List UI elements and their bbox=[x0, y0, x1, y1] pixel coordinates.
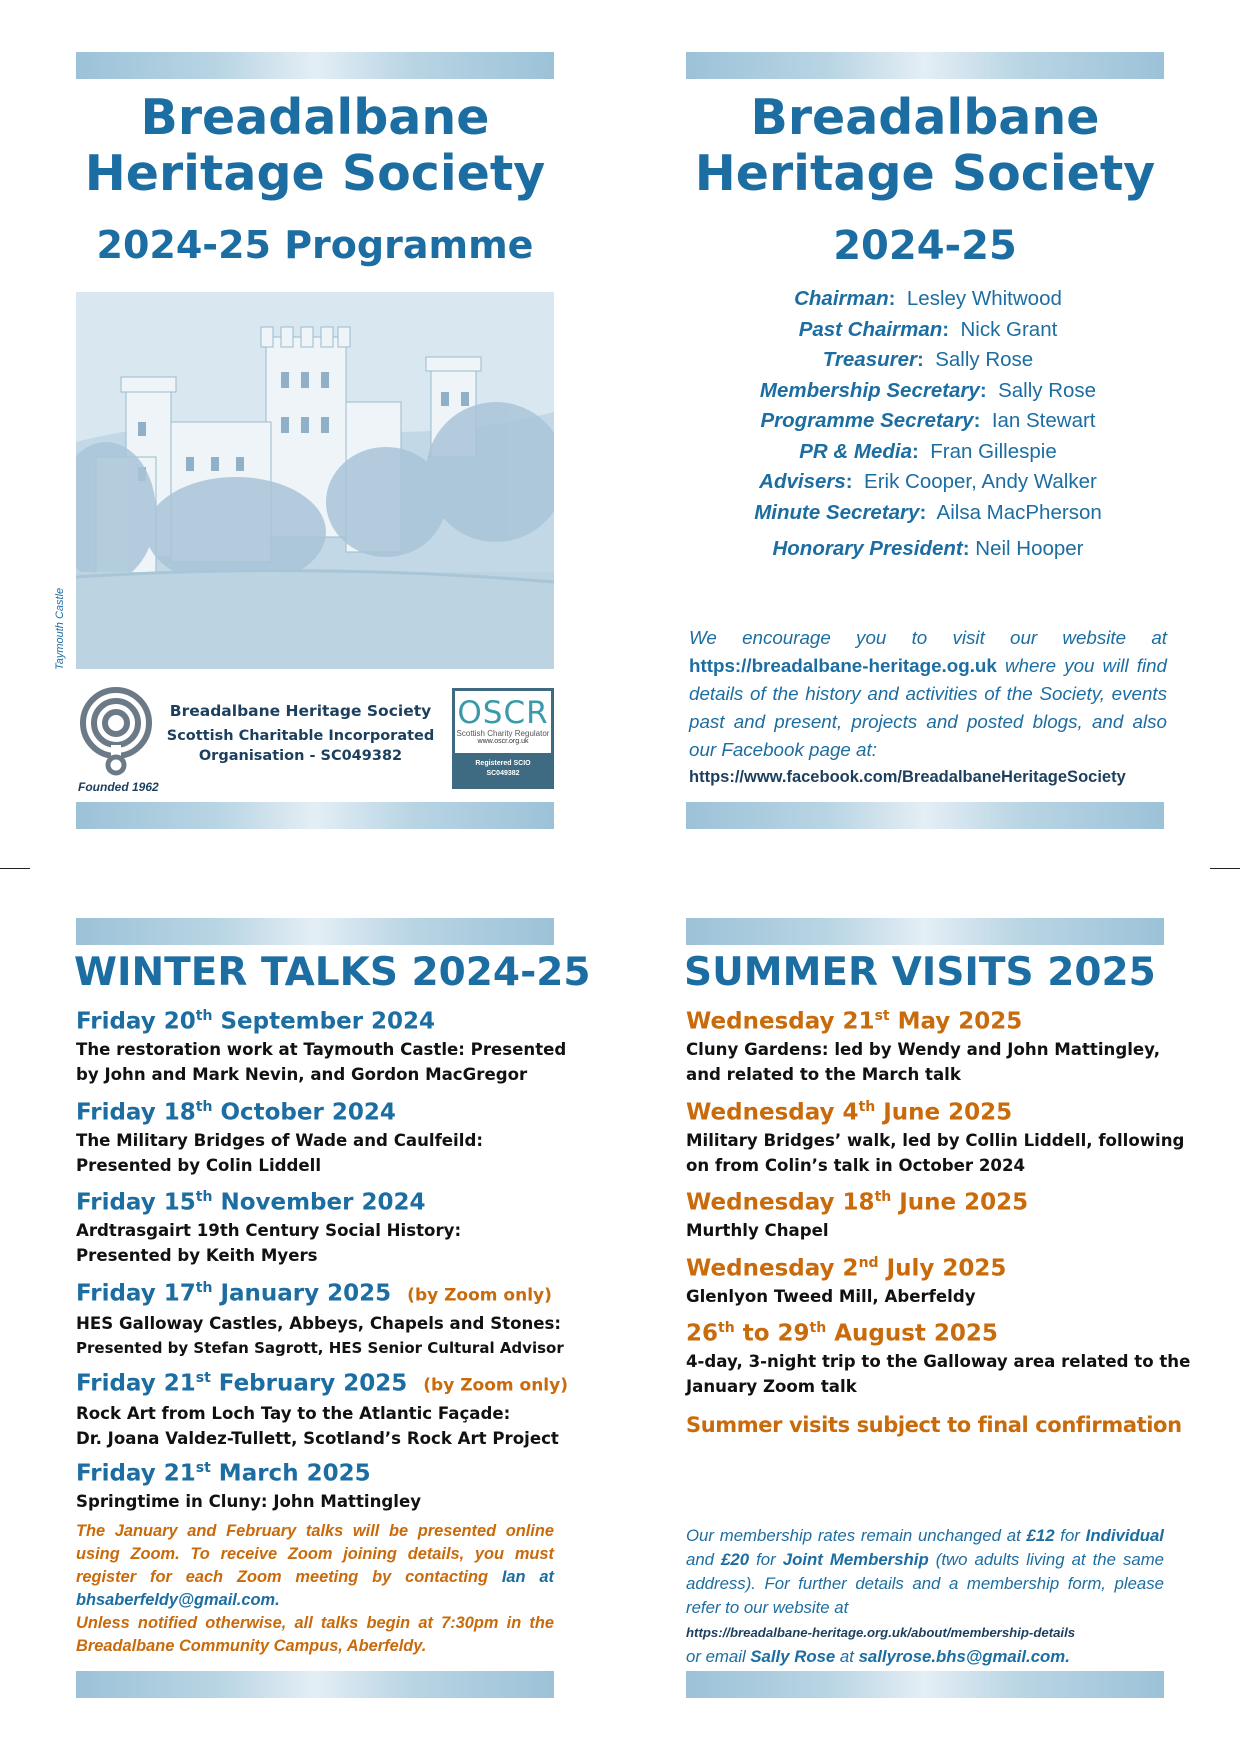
event-description: The restoration work at Taymouth Castle: Presented bbox=[76, 1039, 567, 1059]
officer-row: Membership Secretary: Sally Rose bbox=[759, 378, 1097, 402]
individual-label: Individual bbox=[1085, 1526, 1164, 1545]
officer-row: Minute Secretary: Ailsa MacPherson bbox=[754, 500, 1102, 524]
charity-type: Scottish Charitable Incorporated bbox=[166, 728, 435, 744]
decorative-bar bbox=[76, 1671, 554, 1698]
society-logo bbox=[78, 685, 154, 777]
contact-name: Ian at bbox=[501, 1568, 554, 1586]
website-intro: We encourage you to visit our website at bbox=[689, 627, 1167, 648]
officer-row: Chairman: Lesley Whitwood bbox=[794, 287, 1062, 310]
membership-paragraph: Our membership rates remain unchanged at £12 for Individual and £20 for Joint Membership (two adults living at the same address). For further details and a membership form, please refer to our website at https://breadalbane-heritage.org.uk/about/membership-details or email Sally Rose at sallyrose.bhs@gmail.com. bbox=[686, 1526, 1165, 1666]
page-title bbox=[66, 90, 564, 202]
officer-name: Lesley Whitwood bbox=[906, 287, 1062, 310]
officer-name: Sally Rose bbox=[935, 348, 1034, 371]
summer-event bbox=[686, 1313, 1190, 1399]
officer-name: Ian Stewart bbox=[991, 409, 1096, 432]
society-title bbox=[676, 90, 1174, 202]
event-date: Friday 20th September 2024 bbox=[76, 1008, 436, 1035]
charity-info bbox=[158, 702, 443, 766]
winter-event bbox=[76, 1001, 566, 1087]
individual-price: £12 bbox=[1026, 1526, 1055, 1545]
venue-note: Unless notified otherwise, all talks begin at 7:30pm in the Breadalbane Community Campus, Aberfeldy. bbox=[76, 1614, 554, 1655]
winter-event bbox=[76, 1363, 568, 1451]
event-description: Presented by Keith Myers bbox=[76, 1245, 318, 1265]
officer-role: Programme Secretary bbox=[760, 409, 974, 432]
decorative-bar bbox=[76, 52, 554, 79]
officer-name: Sally Rose bbox=[998, 378, 1097, 402]
membership-email[interactable]: sallyrose.bhs@gmail.com. bbox=[858, 1647, 1070, 1666]
summer-event bbox=[686, 1001, 1160, 1087]
confirmation-notice: Summer visits subject to final confirmation bbox=[686, 1413, 1182, 1437]
founded-year: Founded 1962 bbox=[78, 780, 159, 794]
officer-row: Programme Secretary: Ian Stewart bbox=[760, 409, 1096, 432]
website-paragraph bbox=[689, 624, 1167, 764]
membership-contact: Sally Rose bbox=[750, 1647, 836, 1666]
officer-role: Past Chairman bbox=[798, 317, 943, 341]
zoom-note-text: The January and February talks will be presented online using Zoom. To receive Zoom joining details, you must register for each Zoom meeting by contacting bbox=[76, 1522, 554, 1586]
event-description: January Zoom talk bbox=[686, 1376, 857, 1396]
winter-heading: WINTER TALKS 2024-25 bbox=[74, 950, 591, 995]
contact-email[interactable]: bhsaberfeldy@gmail.com bbox=[76, 1591, 276, 1609]
event-description: 4-day, 3-night trip to the Galloway area related to the bbox=[686, 1351, 1191, 1371]
summer-event bbox=[686, 1182, 1028, 1243]
event-description: on from Colin’s talk in October 2024 bbox=[686, 1155, 1026, 1175]
crop-mark-left bbox=[0, 868, 30, 869]
oscr-wordmark: OSCR bbox=[457, 695, 549, 731]
summer-heading: SUMMER VISITS 2025 bbox=[684, 950, 1156, 995]
officers-list bbox=[686, 284, 1170, 565]
officer-row: Treasurer: Sally Rose bbox=[822, 348, 1034, 371]
oscr-registered: Registered SCIO bbox=[475, 760, 531, 767]
event-date: Wednesday 4th June 2025 bbox=[686, 1099, 1013, 1126]
programme-subtitle: 2024-25 Programme bbox=[96, 223, 534, 267]
event-description: Presented by Colin Liddell bbox=[76, 1155, 322, 1175]
decorative-bar bbox=[686, 918, 1164, 945]
photo-caption: Taymouth Castle bbox=[54, 587, 66, 670]
officer-name: Nick Grant bbox=[960, 317, 1058, 341]
event-description: HES Galloway Castles, Abbeys, Chapels and Stones: bbox=[76, 1313, 562, 1333]
decorative-bar bbox=[686, 1671, 1164, 1698]
title-line-1: Breadalbane bbox=[140, 89, 490, 146]
officer-row: PR & Media: Fran Gillespie bbox=[799, 439, 1057, 463]
event-date: Friday 17th January 2025 (by Zoom only) bbox=[76, 1280, 552, 1307]
membership-link[interactable]: https://breadalbane-heritage.org.uk/about/membership-details bbox=[686, 1625, 1076, 1640]
officer-role: Treasurer bbox=[822, 348, 917, 371]
decorative-bar bbox=[76, 918, 554, 945]
officer-role: Membership Secretary bbox=[759, 378, 980, 402]
decorative-bar bbox=[686, 52, 1164, 79]
officer-role: Chairman bbox=[794, 287, 889, 310]
event-date: Wednesday 18th June 2025 bbox=[686, 1189, 1029, 1216]
winter-event bbox=[76, 1453, 421, 1514]
summer-event bbox=[686, 1248, 1006, 1309]
taymouth-castle-photo bbox=[76, 292, 554, 669]
event-description: Ardtrasgairt 19th Century Social History: bbox=[76, 1220, 462, 1240]
crop-mark-right bbox=[1210, 868, 1240, 869]
officer-name: Fran Gillespie bbox=[930, 439, 1057, 463]
event-description: Presented by Stefan Sagrott, HES Senior Cultural Advisor bbox=[76, 1338, 564, 1357]
zoom-note: The January and February talks will be presented online using Zoom. To receive Zoom joining details, you must register for each Zoom meeting by contacting Ian at bhsaberfeldy@gmail.com. Unless notified otherwise, all talks begin at 7:30pm in the Breadalbane Community Campus, Aberfeldy. bbox=[76, 1522, 554, 1655]
decorative-bar bbox=[686, 802, 1164, 829]
winter-event bbox=[76, 1092, 483, 1178]
event-date: 26th to 29th August 2025 bbox=[686, 1320, 998, 1347]
event-description: Dr. Joana Valdez-Tullett, Scotland’s Rock Art Project bbox=[76, 1428, 559, 1448]
event-description: Murthly Chapel bbox=[686, 1220, 829, 1240]
title-line-2: Heritage Society bbox=[694, 145, 1156, 202]
event-description: Springtime in Cluny: John Mattingley bbox=[76, 1491, 422, 1511]
officer-row: Past Chairman: Nick Grant bbox=[798, 317, 1058, 341]
title-line-2: Heritage Society bbox=[84, 145, 546, 202]
event-description: The Military Bridges of Wade and Caulfeild: bbox=[76, 1130, 483, 1150]
oscr-number: SC049382 bbox=[486, 770, 520, 777]
officer-row: Advisers: Erik Cooper, Andy Walker bbox=[759, 470, 1097, 493]
joint-label: Joint Membership bbox=[782, 1550, 929, 1569]
officer-row: Honorary President: Neil Hooper bbox=[772, 537, 1084, 560]
zoom-only-tag: (by Zoom only) bbox=[423, 1375, 568, 1396]
charity-number: Organisation - SC049382 bbox=[198, 748, 403, 764]
event-date: Friday 18th October 2024 bbox=[76, 1099, 396, 1126]
oscr-subtitle: Scottish Charity Regulator bbox=[456, 729, 550, 738]
officer-role: Minute Secretary bbox=[754, 500, 920, 524]
season-year: 2024-25 bbox=[833, 223, 1017, 269]
officer-role: Advisers bbox=[759, 470, 846, 493]
website-details: where you will find details of the history and activities of the Society, events past and present, projects and posted blogs, and also our Facebook page at: bbox=[689, 655, 1168, 760]
event-date: Friday 15th November 2024 bbox=[76, 1189, 426, 1216]
officer-name: Ailsa MacPherson bbox=[936, 500, 1102, 524]
event-description: Glenlyon Tweed Mill, Aberfeldy bbox=[686, 1286, 976, 1306]
officer-name: Neil Hooper bbox=[975, 537, 1084, 560]
joint-price: £20 bbox=[721, 1550, 750, 1569]
title-line-1: Breadalbane bbox=[750, 89, 1100, 146]
officer-role: PR & Media bbox=[799, 439, 913, 463]
event-date: Friday 21st February 2025 (by Zoom only) bbox=[76, 1370, 568, 1397]
website-link[interactable]: https://breadalbane-heritage.og.uk bbox=[689, 655, 997, 676]
facebook-link[interactable]: https://www.facebook.com/BreadalbaneHeritageSociety bbox=[689, 768, 1126, 786]
event-date: Wednesday 2nd July 2025 bbox=[686, 1255, 1007, 1282]
winter-event bbox=[76, 1182, 461, 1268]
event-description: Military Bridges’ walk, led by Collin Liddell, following bbox=[686, 1130, 1185, 1150]
officer-role: Honorary President bbox=[772, 537, 963, 560]
event-description: Cluny Gardens: led by Wendy and John Mattingley, bbox=[686, 1039, 1161, 1059]
summer-event bbox=[686, 1092, 1184, 1178]
zoom-only-tag: (by Zoom only) bbox=[407, 1285, 552, 1306]
oscr-website: www.oscr.org.uk bbox=[477, 738, 529, 745]
oscr-badge bbox=[452, 688, 554, 789]
event-date: Friday 21st March 2025 bbox=[76, 1460, 371, 1487]
officer-name: Erik Cooper, Andy Walker bbox=[864, 470, 1097, 493]
event-date: Wednesday 21st May 2025 bbox=[686, 1008, 1023, 1035]
winter-event bbox=[76, 1273, 564, 1361]
event-description: and related to the March talk bbox=[686, 1064, 961, 1084]
decorative-bar bbox=[76, 802, 554, 829]
event-description: Rock Art from Loch Tay to the Atlantic Façade: bbox=[76, 1403, 511, 1423]
society-name: Breadalbane Heritage Society bbox=[169, 702, 432, 720]
event-description: by John and Mark Nevin, and Gordon MacGregor bbox=[76, 1064, 528, 1084]
